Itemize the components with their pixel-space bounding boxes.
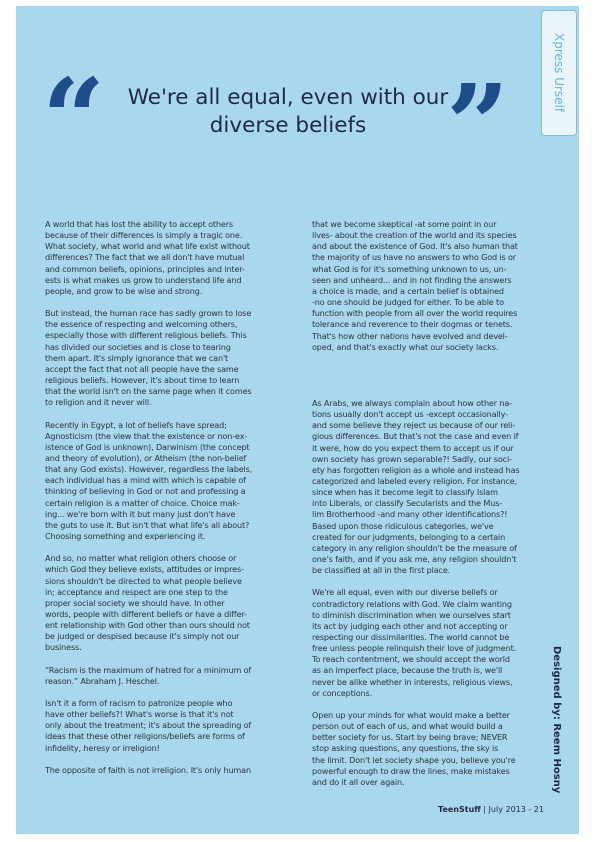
footer-issue: July 2013 - 21 [488, 805, 544, 814]
open-quote-icon: “ [42, 54, 92, 183]
paragraph: The opposite of faith is not irreligion. It's only human [45, 764, 251, 775]
footer-brand: TeenStuff [438, 805, 481, 814]
footer-separator: | [483, 805, 486, 814]
section-tab: Xpress Urself [541, 10, 577, 136]
paragraph: But instead, the human race has sadly grown to lose the essence of respecting and welcoming others, especially those with different religious beliefs. This has divided our societies and is close to tearing them apart. It's simply ignorance that we can't accept the fact that not all people have the same religious beliefs. However, it's about time to learn that the world isn't on the same page when it comes to religion and it never will. [45, 308, 252, 408]
right-column [312, 219, 530, 799]
paragraph: A world that has lost the ability to accept others because of their differences is simply a tragic one. What society, what world and what life exist without differences? The fact that we all don't have mutual and common beliefs, opinions, principles and inter- ests is what makes us grow to understand life and people, and grow to be wise and strong. [45, 219, 250, 296]
designer-credit: Designed by: Reem Hosny [551, 646, 562, 794]
article-headline: We're all equal, even with our diverse beliefs [127, 85, 449, 138]
paragraph: Isn't it a form of racism to patronize people who have other beliefs?! What's worse is that it's not only about the treatment; it's about the spreading of ideas that these other religions/beliefs are forms of infidelity, heresy or irreligion! [45, 697, 252, 753]
close-quote-icon: ” [446, 60, 496, 189]
quote-paragraph: “Racism is the maximum of hatred for a minimum of reason.” Abraham J. Heschel. [45, 664, 252, 686]
page-footer [414, 805, 544, 814]
left-column [45, 219, 263, 787]
paragraph: And so, no matter what religion others choose or which God they believe exists, attitudes or impres- sions shouldn't be directed to what people believe in; acceptance and respect are one step to the proper social society we should have. In other words, people with different beliefs or have a differ- ent relationship with God other than ours should not be judged or despised because it's simply not our business. [45, 553, 250, 653]
paragraph: Recently in Egypt, a lot of beliefs have spread; Agnosticism (the view that the existence or non-ex- istence of God is unknown), Darwinism (the concept and theory of evolution), or Atheism (the non-belief that any God exists). However, regardless the labels, each individual has a mind with which is capable of thinking of believing in God or not and professing a certain religion is a matter of choice. Choice mak- ing... we're born with it but many just don't have the guts to use it. But isn't that what life's all about? Choosing something and experiencing it. [45, 419, 253, 542]
paragraph: We're all equal, even with our diverse beliefs or contradictory relations with God. We claim wanting to diminish discrimination when we ourselves start its act by judging each other and not accepting or respecting our dissimilarities. The world cannot be free unless people relinquish their love of judgment. To reach contentment, we should accept the world as an imperfect place, because the truth is, we'll never be alike whether in interests, religious views, or conceptions. [312, 587, 517, 698]
magazine-page [16, 6, 579, 834]
paragraph: that we become skeptical -at some point in our lives- about the creation of the world and its species and about the existence of God. It's also human that the majority of us have no answers to who God is or what God is for it's something unknown to us, un- seen and unheard... and in not finding the answers a choice is made, and a certain belief is obtained -no one should be judged for either. To be able to function with people from all over the world requires tolerance and reverence to their dogmas or tenets. That's how other nations have evolved and devel- oped, and that's exactly what our society lacks. [312, 219, 518, 352]
paragraph: Open up your minds for what would make a better person out of each of us, and what would build a better society for us. Start by being brave; NEVER stop asking questions, any questions, the sky is the limit. Don't let society shape you, believe you're powerful enough to draw the lines, make mistakes and do it all over again. [312, 709, 516, 787]
paragraph: As Arabs, we always complain about how other na- tions usually don't accept us -except occasionally- and some believe they reject us because of our reli- gious differences. But that's not the case and even if it were, how do you expect them to accept us if our own society has grown separable?! Sadly, our soci- ety has forgotten religion as a whole and instead has categorized and labeled every religion. For instance, since when has it become legit to classify Islam into Liberals, or classify Secularists and the Mus- lim Brotherhood -and many other identifications?! Based upon those ridiculous categories, we've created for our judgments, belonging to a certain category in any religion shouldn't be the measure of one's faith, and if you ask me, any religion shouldn't be classified at all in the first place. [312, 397, 520, 576]
